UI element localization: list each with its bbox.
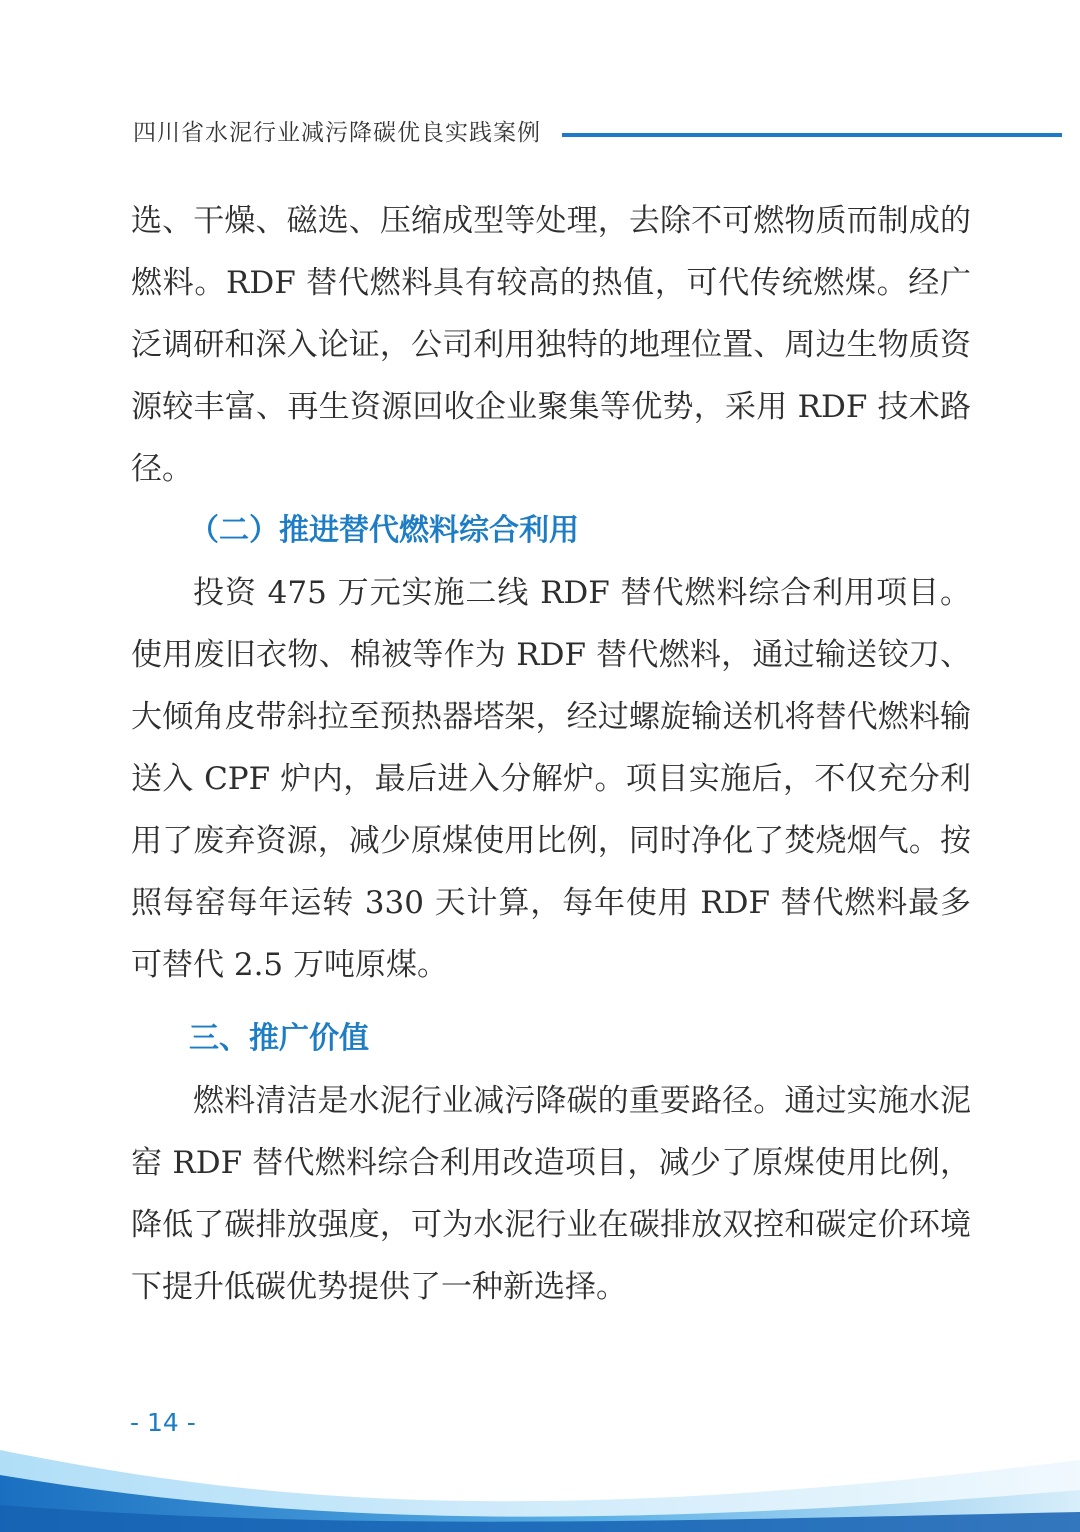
paragraph-value: 燃料清洁是水泥行业减污降碳的重要路径。通过实施水泥窑 RDF 替代燃料综合利用改造项目，减少了原煤使用比例，降低了碳排放强度，可为水泥行业在碳排放双控和碳定价环境下提升低碳优势提供了一种新选择。 <box>131 1083 971 1305</box>
footer-wave-decoration <box>0 1380 1080 1532</box>
header-title: 四川省水泥行业减污降碳优良实践案例 <box>133 120 541 146</box>
paragraph-investment: 投资 475 万元实施二线 RDF 替代燃料综合利用项目。使用废旧衣物、棉被等作为 RDF 替代燃料，通过输送铰刀、大倾角皮带斜拉至预热器塔架，经过螺旋输送机将替代燃料输送入 CPF 炉内，最后进入分解炉。项目实施后，不仅充分利用了废弃资源，减少原煤使用比例，同时净化了焚烧烟气。按照每窑每年运转 330 天计算，每年使用 RDF 替代燃料最多可替代 2.5 万吨原煤。 <box>131 575 971 983</box>
paragraph-rdf-intro: 选、干燥、磁选、压缩成型等处理，去除不可燃物质而制成的燃料。RDF 替代燃料具有较高的热值，可代传统燃煤。经广泛调研和深入论证，公司利用独特的地理位置、周边生物质资源较丰富、再生资源回收企业聚集等优势，采用 RDF 技术路径。 <box>131 203 971 487</box>
page-number: - 14 - <box>130 1408 196 1437</box>
section-heading-value: 三、推广价值 <box>189 1021 369 1056</box>
section-heading-alt-fuel: （二）推进替代燃料综合利用 <box>189 513 579 548</box>
header-rule <box>562 133 1062 137</box>
page-content <box>131 190 971 1318</box>
